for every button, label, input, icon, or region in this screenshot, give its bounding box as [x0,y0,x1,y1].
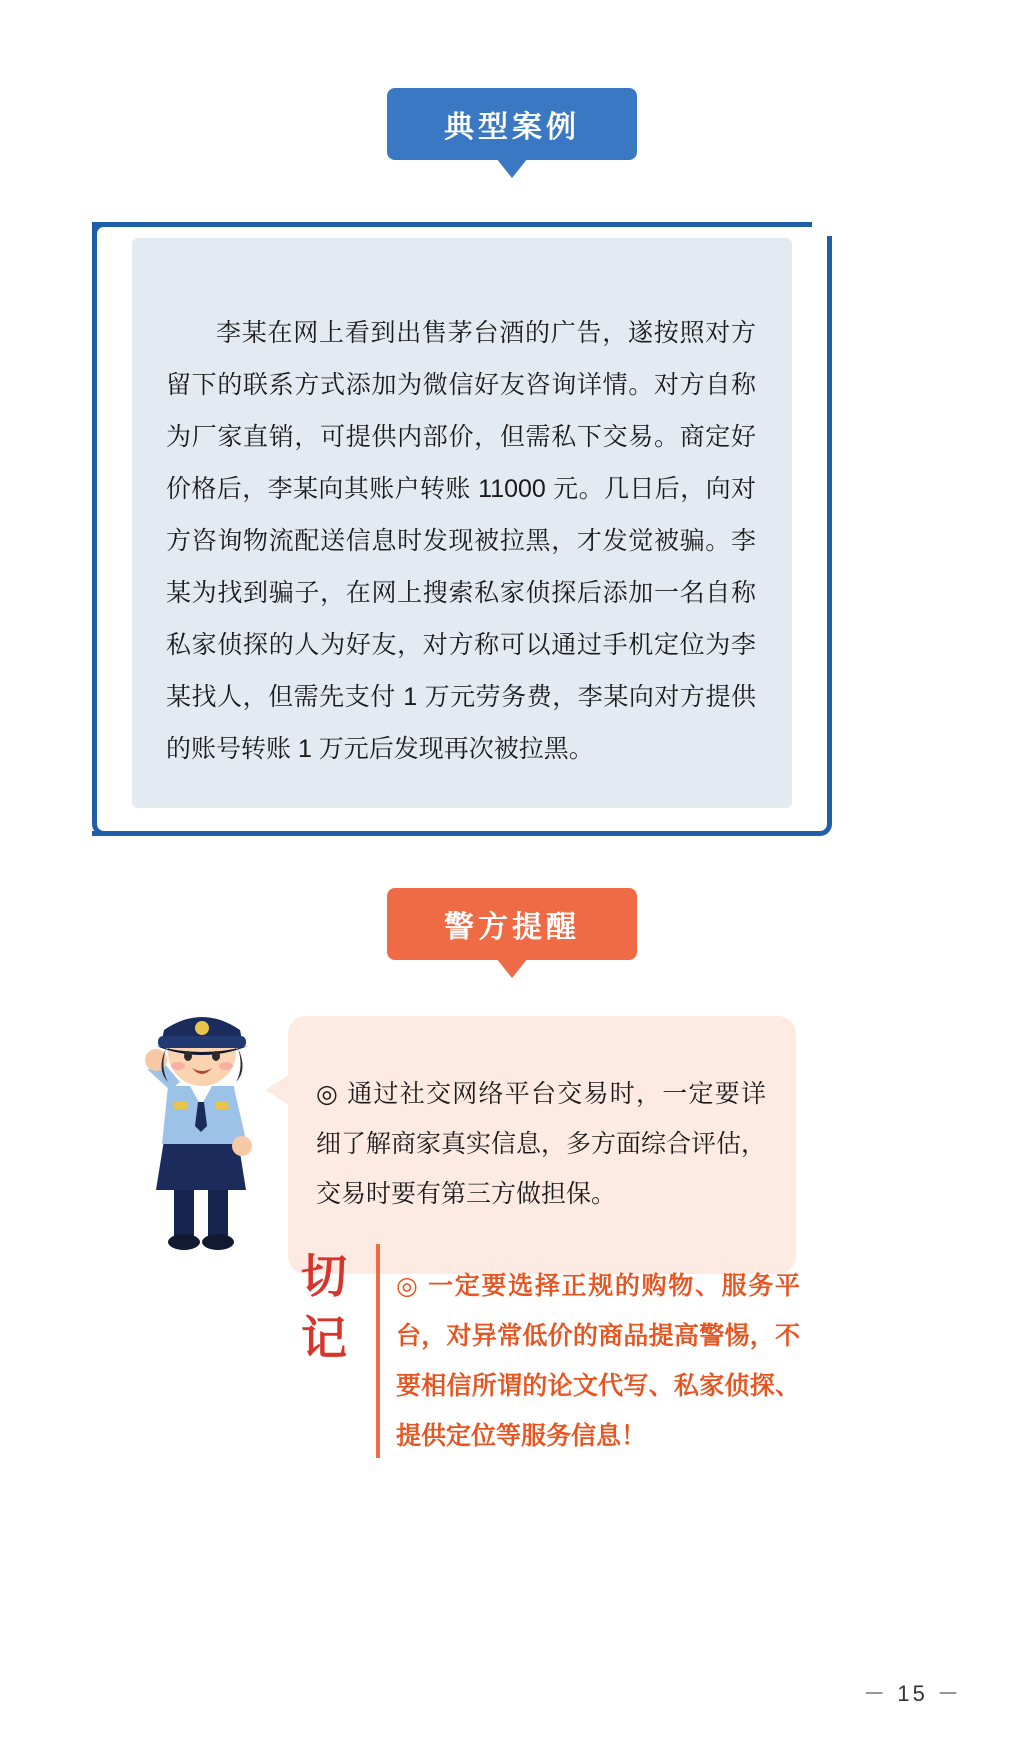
banner-police-label: 警方提醒 [444,911,580,944]
tip-text: ◎ 通过社交网络平台交易时，一定要详细了解商家真实信息，多方面综合评估，交易时要有第三方做担保。 [316,1080,767,1208]
page-number: － 15 － [863,1681,962,1706]
officer-icon [112,990,292,1270]
remember-block [300,1236,800,1486]
frame-line-right [827,236,832,822]
case-frame [92,222,832,836]
frame-line-left [92,222,97,822]
case-body [132,238,792,808]
section-banner-case [387,88,637,160]
police-officer-illustration [112,990,292,1270]
frame-line-top [92,222,812,227]
section-banner-police [387,888,637,960]
tip-bubble-pointer [266,1074,290,1106]
remember-text: ◎ 一定要选择正规的购物、服务平台，对异常低价的商品提高警惕，不要相信所谓的论文代写、私家侦探、提供定位等服务信息！ [396,1272,800,1450]
banner-case-label: 典型案例 [444,111,580,144]
remember-divider [376,1244,380,1458]
remember-label: 切记 [301,1251,349,1364]
case-paragraph: 李某在网上看到出售茅台酒的广告，遂按照对方留下的联系方式添加为微信好友咨询详情。对方自称为厂家直销，可提供内部价，但需私下交易。商定好价格后，李某向其账户转账 11000 元。几日后，向对方咨询物流配送信息时发现被拉黑，才发觉被骗。李某为找到骗子，在网上搜索私家侦探后添加一名自称私家侦探的人为好友，对方称可以通过手机定位为李某找人，但需先支付 1 万元劳务费，李某向对方提供的账号转账 1 万元后发现再次被拉黑。 [166,319,756,763]
banner-police-tail [496,958,528,978]
frame-line-bottom [92,831,812,836]
banner-case-tail [496,158,528,178]
